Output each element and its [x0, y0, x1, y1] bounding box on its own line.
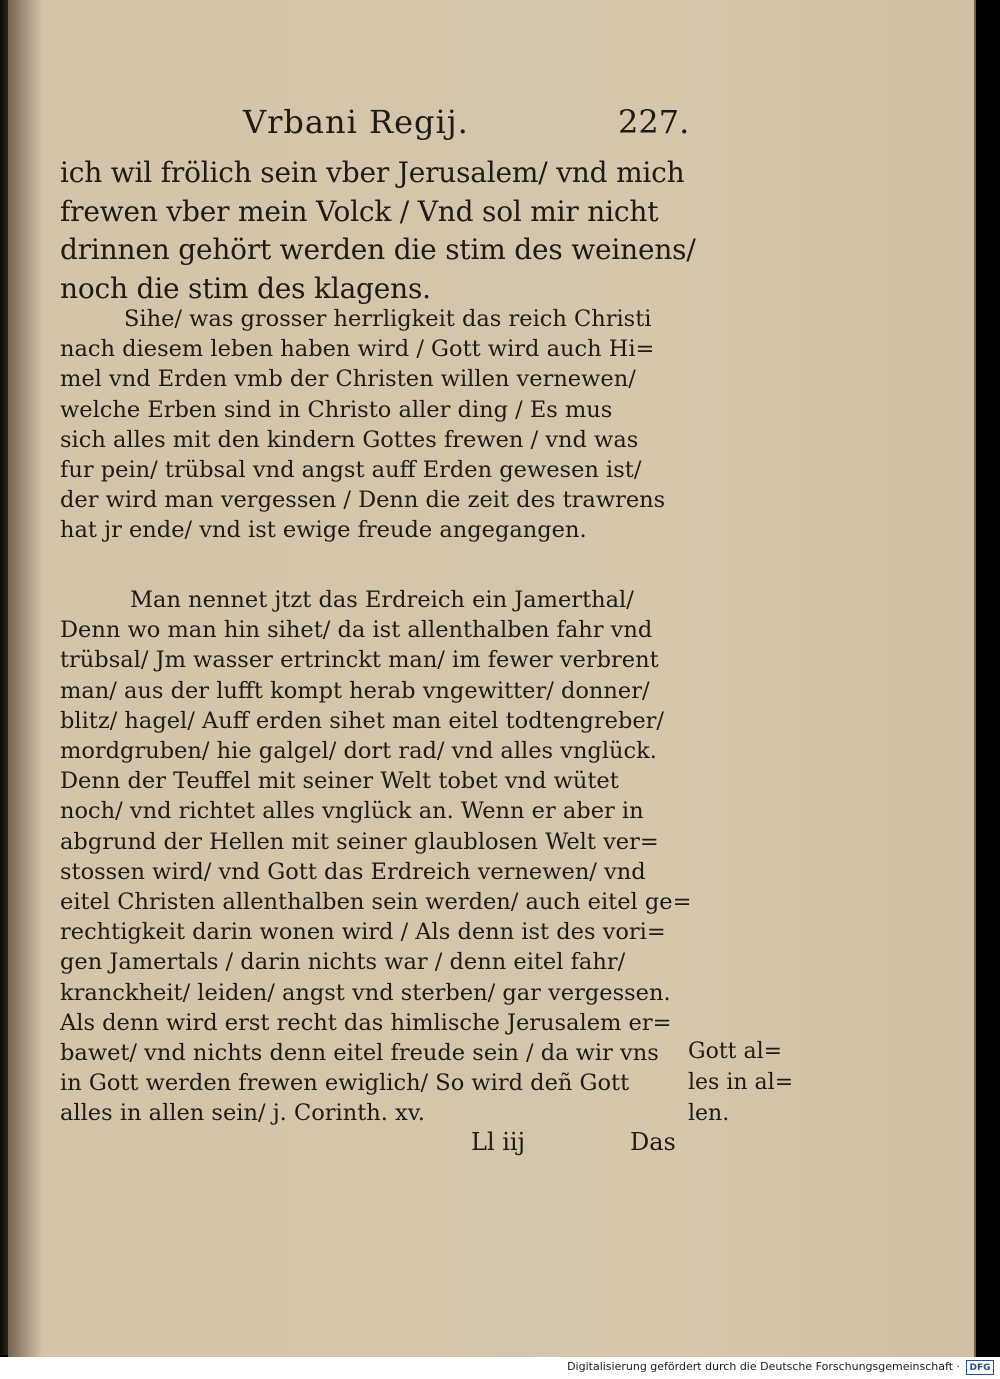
- text-line: mel vnd Erden vmb der Christen willen vernewen/: [60, 366, 636, 393]
- text-line: gen Jamertals / darin nichts war / denn eitel fahr/: [60, 949, 626, 976]
- text-line: hat jr ende/ vnd ist ewige freude angegangen.: [60, 517, 587, 544]
- book-page: [8, 0, 976, 1357]
- text-line: Sihe/ was grosser herrligkeit das reich Christi: [124, 306, 652, 332]
- page-header: [8, 103, 974, 147]
- running-title: Vrbani Regij.: [243, 103, 469, 141]
- text-line: der wird man vergessen / Denn die zeit des trawrens: [60, 487, 666, 514]
- text-line: fur pein/ trübsal vnd angst auff Erden gewesen ist/: [60, 457, 642, 484]
- text-line: Als denn wird erst recht das himlische Jerusalem er=: [60, 1009, 672, 1036]
- catchword: Das: [630, 1128, 676, 1156]
- text-line: blitz/ hagel/ Auff erden sihet man eitel todtengreber/: [60, 707, 665, 734]
- text-line: Man nennet jtzt das Erdreich ein Jamerthal/: [130, 587, 634, 613]
- text-line: eitel Christen allenthalben sein werden/ auch eitel ge=: [60, 889, 692, 916]
- text-line: stossen wird/ vnd Gott das Erdreich vernewen/ vnd: [60, 858, 646, 885]
- text-line: drinnen gehört werden die stim des weinens/: [60, 233, 696, 266]
- text-line: frewen vber mein Volck / Vnd sol mir nicht: [60, 194, 659, 228]
- text-line: man/ aus der lufft kompt herab vngewitter/ donner/: [60, 677, 650, 704]
- text-line: kranckheit/ leiden/ angst vnd sterben/ gar vergessen.: [60, 979, 671, 1006]
- footer-credit: Digitalisierung gefördert durch die Deutsche Forschungsgemeinschaft ·: [567, 1360, 960, 1373]
- text-line: bawet/ vnd nichts denn eitel freude sein / da wir vns: [60, 1040, 659, 1067]
- text-block-paragraph-2: [60, 585, 700, 1129]
- text-line: Denn der Teuffel mit seiner Welt tobet vnd wütet: [60, 768, 619, 795]
- marginal-note: [688, 1036, 798, 1129]
- marginal-line: les in al=: [688, 1070, 794, 1095]
- text-line: ich wil frölich sein vber Jerusalem/ vnd mich: [60, 156, 685, 189]
- text-line: noch/ vnd richtet alles vnglück an. Wenn er aber in: [60, 798, 644, 825]
- text-line: mordgruben/ hie galgel/ dort rad/ vnd alles vnglück.: [60, 738, 657, 765]
- text-line: nach diesem leben haben wird / Gott wird auch Hi=: [60, 336, 655, 363]
- text-line: sich alles mit den kindern Gottes frewen / vnd was: [60, 426, 639, 453]
- digitization-footer: [0, 1357, 1000, 1379]
- text-line: rechtigkeit darin wonen wird / Als denn ist des vori=: [60, 919, 666, 946]
- text-line: in Gott werden frewen ewiglich/ So wird deñ Gott: [60, 1070, 630, 1097]
- text-line: alles in allen sein/ j. Corinth. xv.: [60, 1100, 425, 1127]
- text-line: abgrund der Hellen mit seiner glaublosen Welt ver=: [60, 828, 659, 855]
- text-line: welche Erben sind in Christo aller ding / Es mus: [60, 396, 613, 423]
- text-block-scripture-quote: [60, 154, 700, 308]
- marginal-line: len.: [688, 1101, 730, 1126]
- text-block-paragraph-1: [60, 304, 700, 546]
- page-number: 227.: [618, 103, 690, 141]
- text-line: noch die stim des klagens.: [60, 271, 431, 305]
- text-line: trübsal/ Jm wasser ertrinckt man/ im fewer verbrent: [60, 647, 659, 674]
- dfg-logo-icon: DFG: [966, 1360, 994, 1375]
- signature-mark: Ll iij: [471, 1128, 526, 1156]
- text-line: Denn wo man hin sihet/ da ist allenthalben fahr vnd: [60, 617, 653, 644]
- marginal-line: Gott al=: [688, 1039, 783, 1064]
